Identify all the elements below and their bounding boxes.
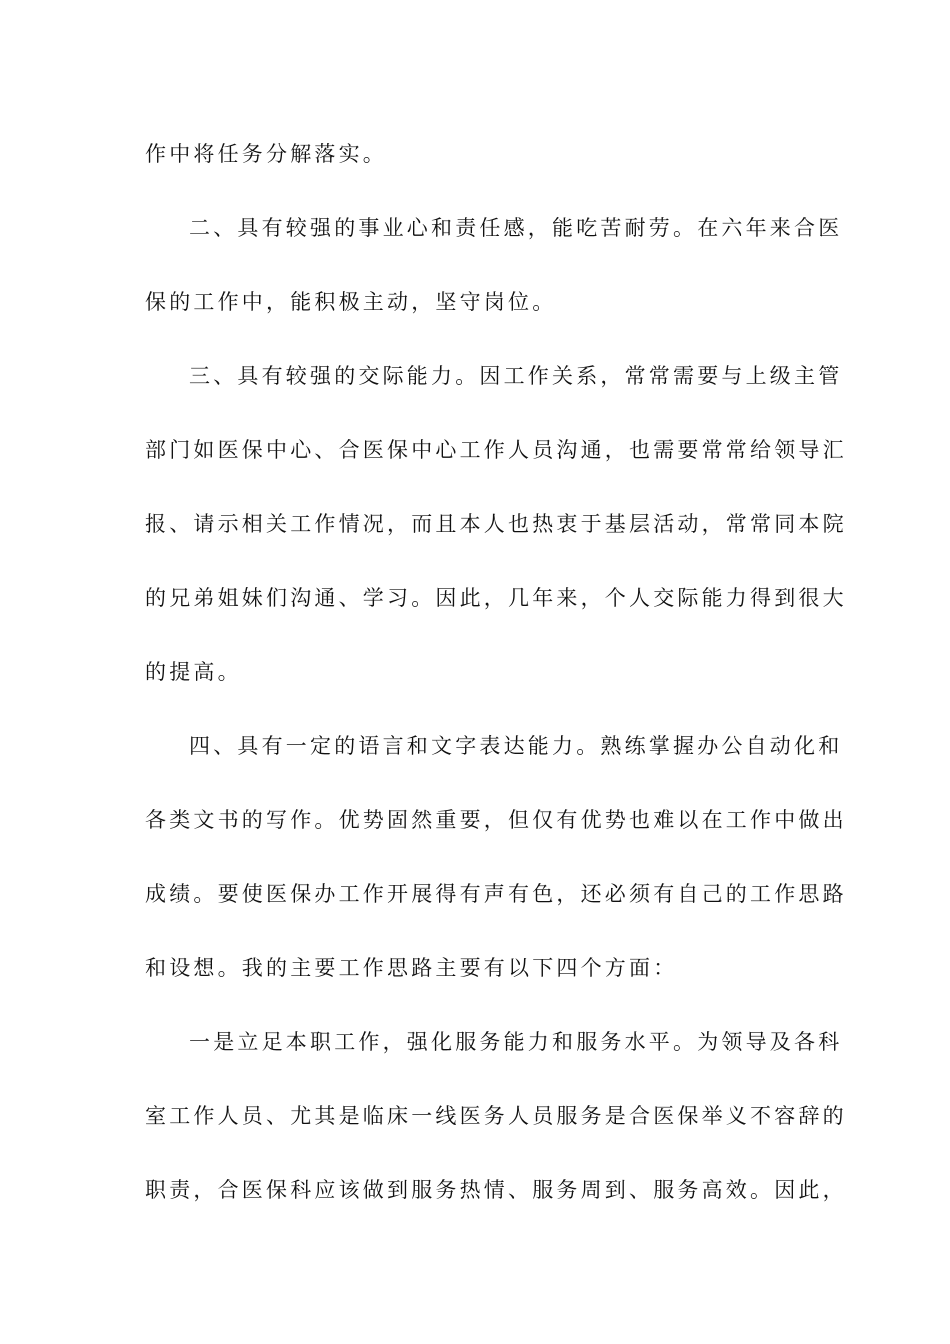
paragraph-start-line: 四、具有一定的语言和文字表达能力。熟练掌握办公自动化和	[189, 734, 843, 758]
text-line: 的提高。	[145, 660, 242, 684]
paragraph-start-line: 一是立足本职工作，强化服务能力和服务水平。为领导及各科	[189, 1030, 843, 1054]
text-line: 部门如医保中心、合医保中心工作人员沟通，也需要常常给领导汇	[145, 438, 847, 462]
text-line: 报、请示相关工作情况，而且本人也热衷于基层活动，常常同本院	[145, 512, 847, 536]
text-line: 成绩。要使医保办工作开展得有声有色，还必须有自己的工作思路	[145, 882, 847, 906]
paragraph-start-line: 三、具有较强的交际能力。因工作关系，常常需要与上级主管	[189, 364, 843, 388]
paragraph-start-line: 二、具有较强的事业心和责任感，能吃苦耐劳。在六年来合医	[189, 216, 843, 240]
text-line: 各类文书的写作。优势固然重要，但仅有优势也难以在工作中做出	[145, 808, 847, 832]
text-line: 作中将任务分解落实。	[145, 142, 387, 166]
document-body	[145, 131, 847, 1241]
text-line: 室工作人员、尤其是临床一线医务人员服务是合医保举义不容辞的	[145, 1104, 847, 1128]
text-line: 保的工作中，能积极主动，坚守岗位。	[145, 290, 557, 314]
text-line: 和设想。我的主要工作思路主要有以下四个方面：	[145, 956, 678, 980]
text-line: 职责，合医保科应该做到服务热情、服务周到、服务高效。因此，	[145, 1178, 847, 1202]
text-line: 的兄弟姐妹们沟通、学习。因此，几年来，个人交际能力得到很大	[145, 586, 847, 610]
